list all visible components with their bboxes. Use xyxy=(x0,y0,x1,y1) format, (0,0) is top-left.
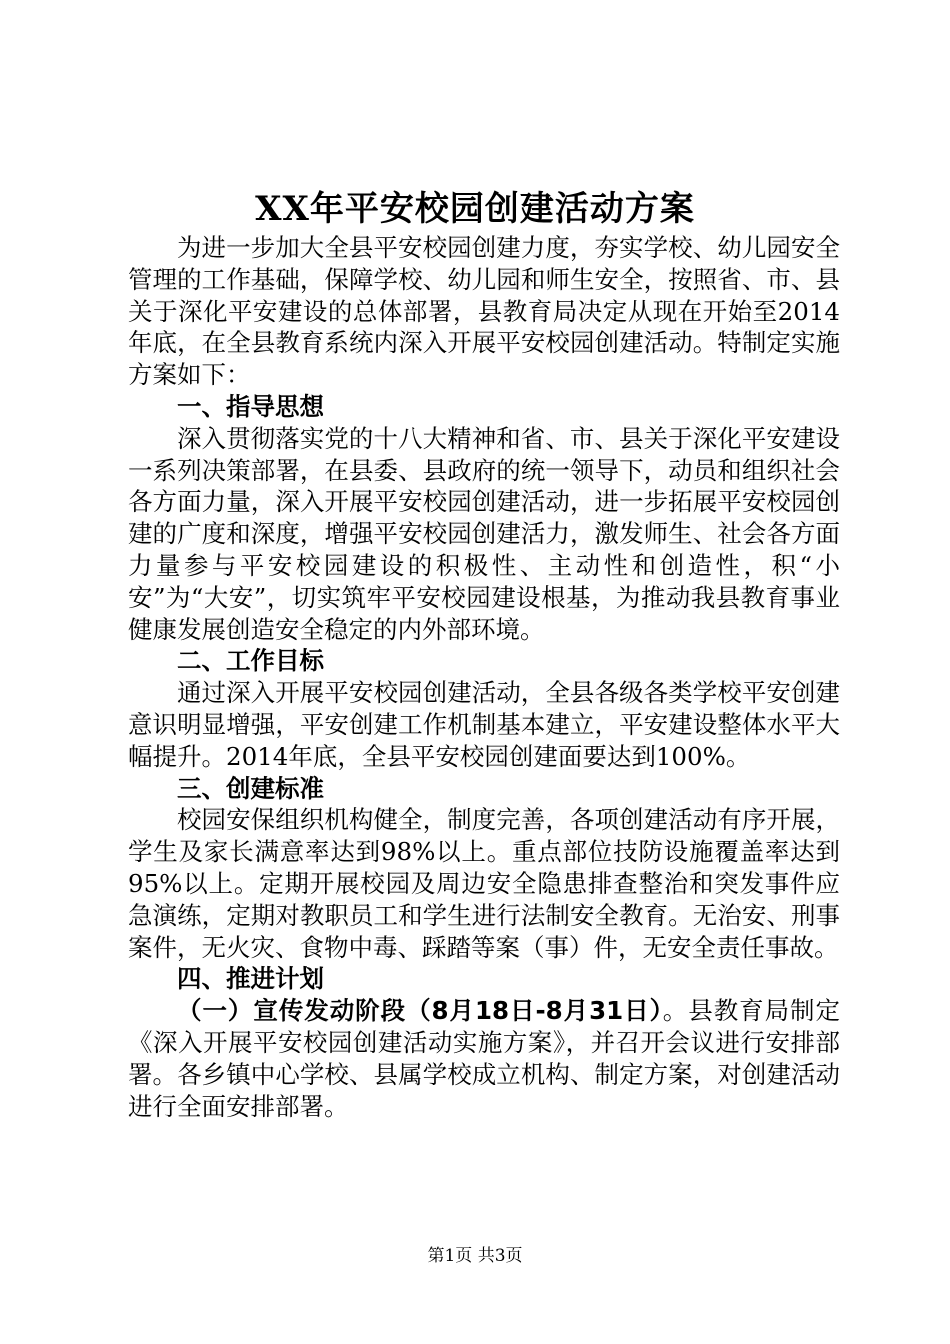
stage-text: 。县教育局制定《深入开展平安校园创建活动实施方案》，并召开会议进行安排部署。各乡镇中心学校、县属学校成立机构、制定方案，对创建活动进行全面安排部署。 xyxy=(128,996,841,1121)
section-paragraph-guiding-ideology: 深入贯彻落实党的十八大精神和省、市、县关于深化平安建设一系列决策部署，在县委、县政府的统一领导下，动员和组织社会各方面力量，深入开展平安校园创建活动，进一步拓展平安校园创建的广度和深度，增强平安校园创建活力，激发师生、社会各方面力量参与平安校园建设的积极性、主动性和创造性，积“小安”为“大安”，切实筑牢平安校园建设根基，为推动我县教育事业健康发展创造安全稳定的内外部环境。 xyxy=(128,423,840,644)
section-heading-standards: 三、创建标准 xyxy=(177,773,324,803)
section-paragraph-standards: 校园安保组织机构健全，制度完善，各项创建活动有序开展，学生及家长满意率达到98%以上。重点部位技防设施覆盖率达到95%以上。定期开展校园及周边安全隐患排查整治和突发事件应急演练，定期对教职员工和学生进行法制安全教育。无治安、刑事案件，无火灾、食物中毒、踩踏等案（事）件，无安全责任事故。 xyxy=(128,805,840,962)
document-body xyxy=(128,232,840,1122)
document-title: XX年平安校园创建活动方案 xyxy=(255,189,695,229)
stage-label: （一）宣传发动阶段（8月18日-8月31日） xyxy=(177,996,663,1026)
section-paragraph-plan xyxy=(128,995,840,1122)
section-paragraph-work-goals: 通过深入开展平安校园创建活动，全县各级各类学校平安创建意识明显增强，平安创建工作机制基本建立，平安建设整体水平大幅提升。2014年底，全县平安校园创建面要达到100%。 xyxy=(128,678,840,771)
section-heading-work-goals: 二、工作目标 xyxy=(177,646,324,676)
section-heading-guiding-ideology: 一、指导思想 xyxy=(177,391,324,421)
intro-paragraph: 为进一步加大全县平安校园创建力度，夯实学校、幼儿园安全管理的工作基础，保障学校、幼儿园和师生安全，按照省、市、县关于深化平安建设的总体部署，县教育局决定从现在开始至2014年底，在全县教育系统内深入开展平安校园创建活动。特制定实施方案如下： xyxy=(128,233,840,390)
section-heading-plan: 四、推进计划 xyxy=(177,964,324,994)
page-footer: 第1页 共3页 xyxy=(427,1246,523,1266)
